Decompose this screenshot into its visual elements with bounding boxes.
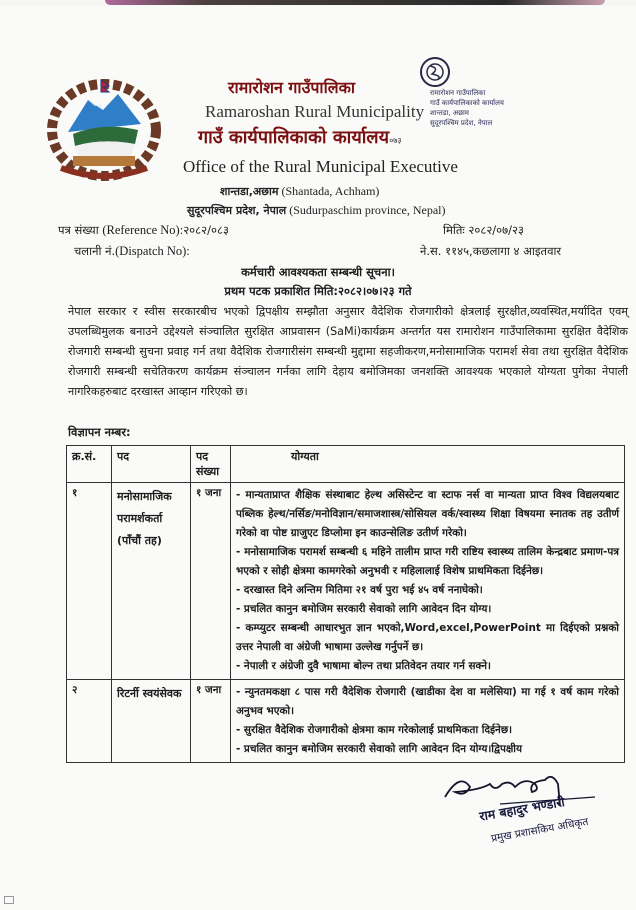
row-qualifications: [231, 483, 625, 680]
address-line: [220, 184, 379, 199]
province-en: (Sudurpaschim province, Nepal): [289, 203, 446, 217]
stamp-line-1: रामारोशन गाउँपालिका: [430, 89, 486, 97]
qualification-item: - दरखास्त दिने अन्तिम मितिमा २१ वर्ष पुरा भई ४५ वर्ष ननाघेको।: [236, 584, 483, 596]
office-name-np-text: गाउँ कार्यपालिकाको कार्यालय: [198, 127, 390, 148]
stamp-line-4: सुदूरपश्चिम प्रदेश, नेपाल: [430, 119, 493, 127]
row-sn: २: [67, 680, 112, 763]
dispatch-label-en: (Dispatch No):: [115, 244, 190, 258]
province-np: सुदूरपश्चिम प्रदेश, नेपाल: [187, 204, 287, 217]
qualification-item: - प्रचलित कानुन बमोजिम सरकारी सेवाको लागि आवेदन दिन योग्य।द्विपक्षीय: [236, 743, 523, 755]
table-row: [67, 483, 625, 680]
dispatch-number: [74, 244, 190, 259]
row-count: १ जना: [191, 483, 231, 680]
row-count: १ जना: [191, 680, 231, 763]
advert-number-label: विज्ञापन नम्बर:: [68, 425, 131, 439]
qualification-item: - प्रचलित कानुन बमोजिम सरकारी सेवाको लागि आवेदन दिन योग्य।: [236, 603, 492, 615]
header-sn: क्र.सं.: [67, 446, 112, 483]
header-post: पद: [112, 446, 191, 483]
stamp-seal-icon: [418, 56, 452, 88]
row-post: मनोसामाजिक परामर्शकर्ता (पाँचौं तह): [112, 483, 191, 680]
published-date: प्रथम पटक प्रकाशित मिति:२०८२।०७।२३ गते: [224, 284, 412, 298]
province-line: [187, 203, 446, 218]
row-post: रिटर्नी स्वयंसेवक: [112, 680, 191, 763]
office-name-np: [198, 125, 402, 149]
office-name-en: Office of the Rural Municipal Executive: [183, 157, 458, 176]
date-value: २०८२/०७/२३: [468, 223, 524, 237]
letter-date: [443, 223, 524, 238]
notice-title: कर्मचारी आवश्यकता सम्बन्धी सूचना।: [241, 265, 395, 279]
date-label: मितिः: [443, 223, 465, 237]
stamp-line-3: शान्तडा, अछाम: [430, 109, 469, 117]
qualification-item: - सुरक्षित वैदेशिक रोजगारीको क्षेत्रमा काम गरेकोलाई प्राथमिकता दिईनेछ।: [236, 724, 513, 736]
table-header-row: [67, 446, 625, 483]
header-qualification: योग्यता: [231, 446, 625, 483]
nepal-emblem-icon: [43, 72, 165, 182]
vacancy-table: [66, 445, 625, 763]
qualification-item: - न्युनतमकक्षा ८ पास गरी वैदेशिक रोजगारी (खाडीका देश वा मलेसिया) मा गई १ वर्ष काम गरेको अनुभव भएको।: [236, 686, 619, 717]
municipality-name-en: Ramaroshan Rural Municipality: [205, 102, 425, 121]
scan-watermark-icon: [4, 896, 14, 904]
signatory-name: राम बहादुर भण्डारी: [478, 793, 566, 824]
header-count: पद संख्या: [191, 446, 231, 483]
reference-value: २०८२/०८३: [183, 223, 229, 237]
qualification-item: - मनोसामाजिक परामर्श सम्बन्धी ६ महिने तालीम प्राप्त गरी राष्टिय स्वास्थ्य तालिम केन्द्रबाट प्रमाण-पत्र भएको र सोही क्षेत्रमा कामगरेको अनुभवी र महिलालाई विशेष प्राथमिकता दिईनेछ।: [236, 546, 619, 577]
reference-label-en: (Reference No):: [102, 223, 184, 237]
dispatch-label-np: चलानी नं.: [74, 244, 116, 258]
office-name-np-suffix: ०७३: [389, 136, 402, 145]
stamp-line-2: गाउँ कार्यपालिकाको कार्यालय: [430, 99, 504, 107]
address-np: शान्तडा,अछाम: [220, 185, 279, 198]
table-row: [67, 680, 625, 763]
photo-edge: [105, 0, 605, 5]
official-stamp: [430, 88, 550, 128]
municipality-name-np: रामारोशन गाउँपालिका: [228, 78, 355, 97]
address-en: (Shantada, Achham): [281, 184, 380, 198]
row-qualifications: [231, 680, 625, 763]
reference-number: [58, 223, 229, 238]
row-sn: १: [67, 483, 112, 680]
qualification-item: - मान्यताप्राप्त शैक्षिक संस्थाबाट हेल्थ असिस्टेन्ट वा स्टाफ नर्स वा मान्यता प्राप्त विश्व विद्यलयबाट पब्लिक हेल्थ/नर्सिङ/मनोविज्ञान/समाजशास्त्र/सोसियल वर्क/स्वास्थ्य शिक्षा विषयमा स्नातक तह उतीर्ण गरेको वा पोष्ट ग्राजुएट डिप्लोमा इन काउन्सेलिङ उतीर्ण गरेको।: [236, 489, 619, 539]
notice-body: नेपाल सरकार र स्वीस सरकारबीच भएको द्विपक्षीय सम्झौता अनुसार वैदेशिक रोजगारीको क्षेत्रलाई सुरक्षीत,व्यवस्थित,मर्यादित एवम् उपलब्धिमुलक बनाउने उद्देश्यले संञ्चालित सुरक्षित आप्रवासन (SaMi)कार्यक्रम अन्तर्गत यस रामारोशन गाउँपालिकामा सुरक्षित वैदेशिक रोजगारी सम्बन्धी सुचना प्रवाह गर्न तथा वैदेशिक रोजगारीसंग सम्बन्धी मुद्दामा सहजीकरण,मनोसामाजिक परामर्श सेवा तथा सुरक्षित वैदेशिक रोजगारी सम्बन्धी सचेतिकरण कार्यक्रम संञ्चालन गर्नका लागि देहाय बमोजिमका जनशक्ति आवश्यक भएकाले योग्यता पुगेका नेपाली नागरिकहरुबाट दरखास्त आव्हान गरिएको छ।: [68, 305, 628, 398]
qualification-item: - नेपाली र अंग्रेजी दुवै भाषामा बोल्न तथा प्रतिवेदन तयार गर्न सक्ने।: [236, 660, 491, 672]
qualification-item: - कम्प्युटर सम्बन्धी आधारभुत ज्ञान भएको,Word,excel,PowerPoint मा दिईएको प्रश्नको उत्तर नेपाली वा अंग्रेजी भाषामा उल्लेख गर्नुपर्ने छ।: [236, 622, 619, 653]
signatory-designation: प्रमुख प्रशासकिय अधिकृत: [490, 815, 590, 845]
reference-label-np: पत्र संख्या: [58, 223, 99, 237]
nepal-sambat-date: ने.स. ११४५,कछलागा ४ आइतवार: [420, 244, 562, 258]
